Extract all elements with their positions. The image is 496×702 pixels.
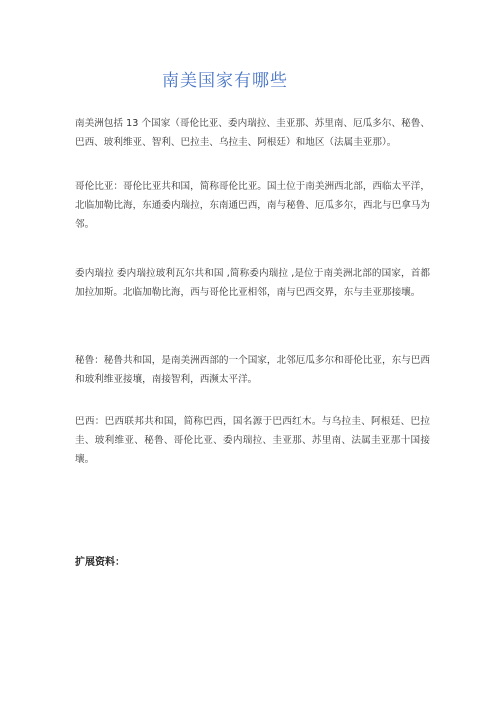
paragraph-overview: 南美洲包括 13 个国家（哥伦比亚、委内瑞拉、圭亚那、苏里南、厄瓜多尔、秘鲁、巴西、玻利维亚、智利、巴拉圭、乌拉圭、阿根廷）和地区（法属圭亚那）。: [75, 118, 430, 148]
paragraph-venezuela: 委内瑞拉 委内瑞拉玻利瓦尔共和国 ,简称委内瑞拉 ,是位于南美洲北部的国家，首都加拉加斯。北临加勒比海，西与哥伦比亚相邻，南与巴西交界，东与圭亚那接壤。: [75, 268, 430, 298]
paragraph-brazil: 巴西：巴西联邦共和国，简称巴西，国名源于巴西红木。与乌拉圭、阿根廷、巴拉圭、玻利维亚、秘鲁、哥伦比亚、委内瑞拉、圭亚那、苏里南、法属圭亚那十国接壤。: [75, 416, 430, 465]
paragraph-peru: 秘鲁：秘鲁共和国，是南美洲西部的一个国家，北邻厄瓜多尔和哥伦比亚，东与巴西和玻利维亚接壤，南接智利，西濒太平洋。: [75, 355, 430, 385]
document-title: 南美国家有哪些: [162, 71, 288, 91]
paragraph-colombia: 哥伦比亚：哥伦比亚共和国，简称哥伦比亚。国土位于南美洲西北部，西临太平洋，北临加勒比海，东通委内瑞拉，东南通巴西，南与秘鲁、厄瓜多尔，西北与巴拿马为邻。: [75, 181, 430, 230]
extension-heading: 扩展资料：: [75, 557, 125, 568]
